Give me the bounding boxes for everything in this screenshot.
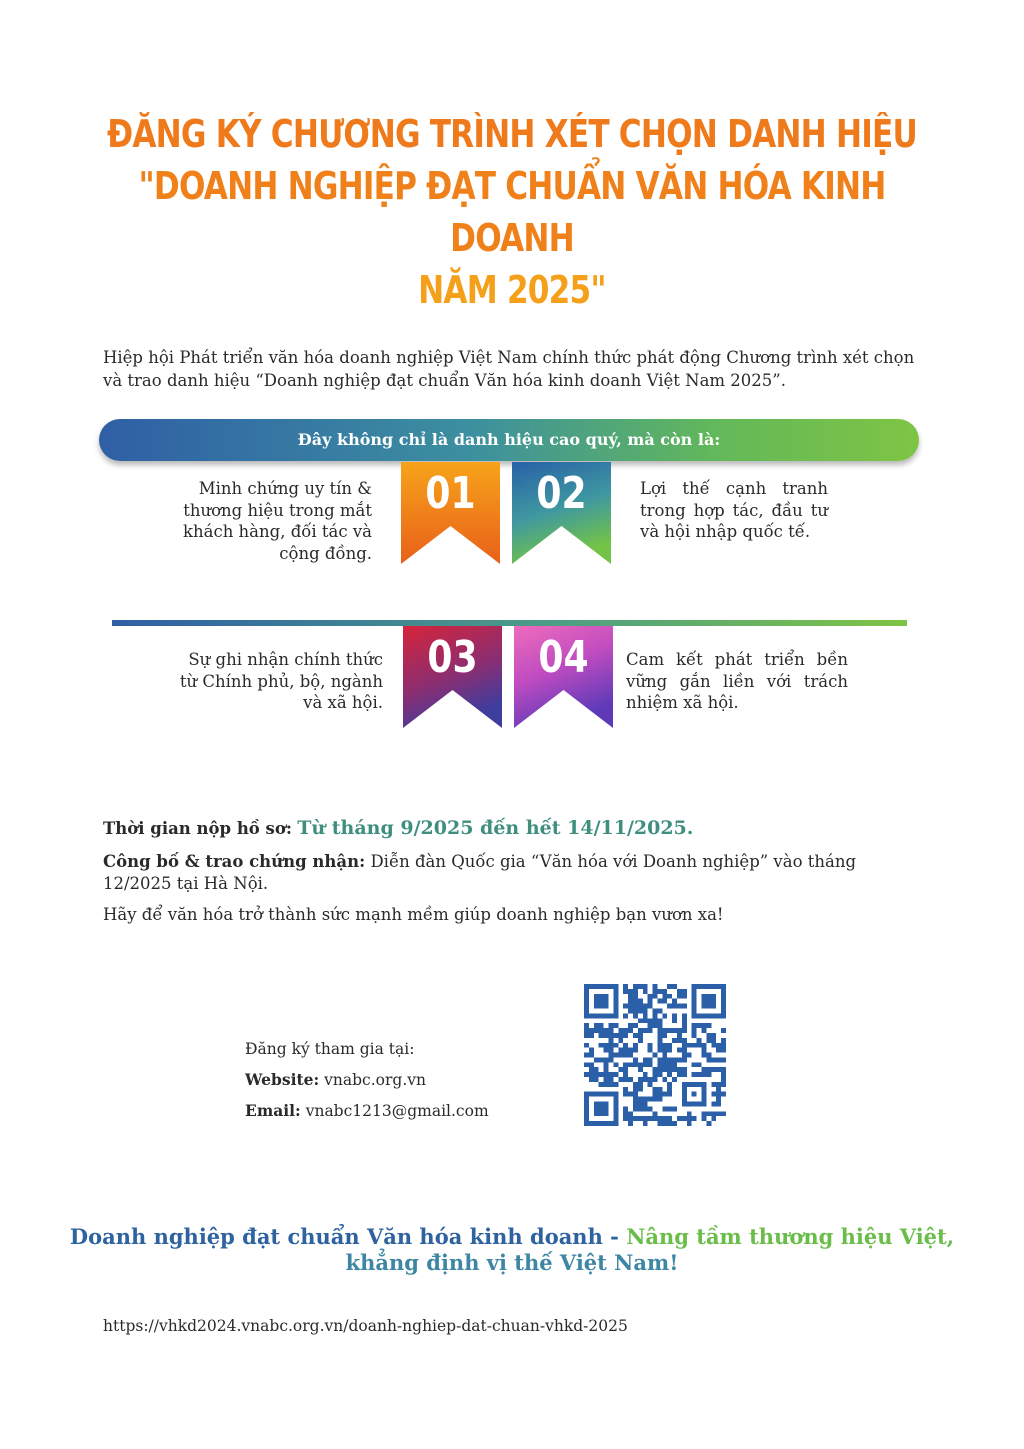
register-email — [245, 1101, 489, 1121]
slogan-part-1: Doanh nghiệp đạt chuẩn Văn hóa kinh doanh - — [69, 1224, 627, 1249]
benefit-01-text: Minh chứng uy tín & thương hiệu trong mắt khách hàng, đối tác và cộng đồng. — [182, 479, 372, 563]
benefit-02-text: Lợi thế cạnh tranh trong hợp tác, đầu tư và hội nhập quốc tế. — [640, 479, 828, 541]
ribbon-01-number: 01 — [425, 468, 476, 519]
announce-value: Diễn đàn Quốc gia “Văn hóa với Doanh nghiệp” vào tháng 12/2025 tại Hà Nội. — [103, 852, 857, 893]
ribbon-03-number: 03 — [427, 632, 478, 683]
intro-paragraph: Hiệp hội Phát triển văn hóa doanh nghiệp Việt Nam chính thức phát động Chương trình xét chọn và trao danh hiệu “Doanh nghiệp đạt chuẩn Văn hóa kinh doanh Việt Nam 2025”. — [103, 348, 915, 390]
ribbon-03 — [403, 626, 502, 732]
submission-deadline: Từ tháng 9/2025 đến hết 14/11/2025. — [297, 817, 694, 839]
benefits-banner: Đây không chỉ là danh hiệu cao quý, mà còn là: — [99, 419, 919, 461]
page-title — [92, 108, 932, 316]
benefit-03-text: Sự ghi nhận chính thức từ Chính phủ, bộ, ngành và xã hội. — [179, 650, 383, 712]
title-line-2: "DOANH NGHIỆP ĐẠT CHUẨN VĂN HÓA KINH DOANH — [138, 164, 886, 260]
section-divider — [112, 620, 907, 626]
title-line-1: ĐĂNG KÝ CHƯƠNG TRÌNH XÉT CHỌN DANH HIỆU — [107, 112, 917, 156]
ribbon-04 — [514, 626, 613, 732]
website-link[interactable]: vnabc.org.vn — [324, 1071, 426, 1089]
register-website — [245, 1070, 426, 1090]
ribbon-02-number: 02 — [536, 468, 587, 519]
call-to-action: Hãy để văn hóa trở thành sức mạnh mềm giúp doanh nghiệp bạn vươn xa! — [103, 905, 724, 924]
register-heading: Đăng ký tham gia tại: — [245, 1040, 415, 1058]
ribbon-02 — [512, 462, 611, 568]
qr-code[interactable] — [584, 984, 726, 1126]
source-url[interactable]: https://vhkd2024.vnabc.org.vn/doanh-nghiep-dat-chuan-vhkd-2025 — [103, 1317, 628, 1335]
announce-label: Công bố & trao chứng nhận: — [103, 852, 366, 871]
email-label: Email: — [245, 1101, 301, 1120]
slogan-line-2: khẳng định vị thế Việt Nam! — [345, 1250, 679, 1275]
submission-info — [103, 817, 903, 840]
benefit-04-text: Cam kết phát triển bền vững gắn liền với trách nhiệm xã hội. — [626, 650, 848, 712]
slogan-part-2: Nâng tầm thương hiệu Việt, — [626, 1224, 955, 1249]
title-line-3: NĂM 2025" — [418, 268, 606, 312]
email-link[interactable]: vnabc1213@gmail.com — [305, 1102, 489, 1120]
ribbon-04-number: 04 — [538, 632, 589, 683]
announce-info — [103, 851, 878, 895]
submission-label: Thời gian nộp hồ sơ: — [103, 819, 292, 838]
website-label: Website: — [245, 1070, 320, 1089]
slogan — [0, 1224, 1024, 1276]
ribbon-01 — [401, 462, 500, 568]
